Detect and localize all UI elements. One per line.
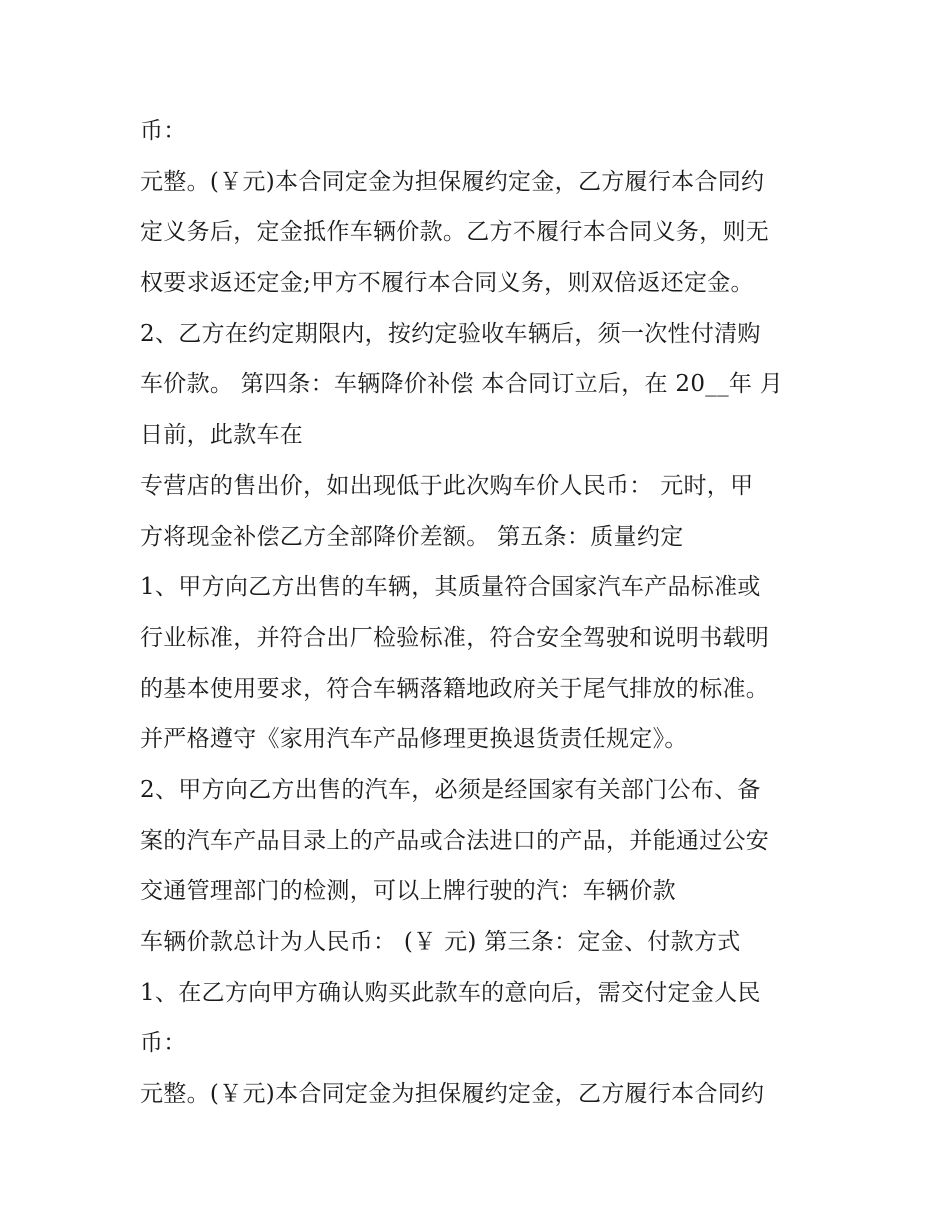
text-line: 元整。(￥元)本合同定金为担保履约定金，乙方履行本合同约 <box>140 168 765 195</box>
text-line: 车价款。 第四条：车辆降价补偿 本合同订立后，在 20__年 月 <box>140 371 784 398</box>
text-line: 的基本使用要求，符合车辆落籍地政府关于尾气排放的标准。 <box>140 675 770 702</box>
text-line: 日前，此款车在 <box>140 422 304 449</box>
text-line: 1、甲方向乙方出售的车辆，其质量符合国家汽车产品标准或 <box>140 574 761 601</box>
text-line: 币： <box>140 118 187 144</box>
document-body <box>140 106 820 1120</box>
text-line: 1、在乙方向甲方确认购买此款车的意向后，需交付定金人民 <box>140 979 761 1006</box>
text-line: 并严格遵守《家用汽车产品修理更换退货责任规定》。 <box>140 726 688 753</box>
text-line: 2、甲方向乙方出售的汽车，必须是经国家有关部门公布、备 <box>140 776 761 803</box>
text-line: 2、乙方在约定期限内，按约定验收车辆后，须一次性付清购 <box>140 320 761 347</box>
text-line: 案的汽车产品目录上的产品或合法进口的产品，并能通过公安 <box>140 827 770 854</box>
text-line: 行业标准，并符合出厂检验标准，符合安全驾驶和说明书载明 <box>140 624 770 651</box>
text-line: 权要求返还定金;甲方不履行本合同义务，则双倍返还定金。 <box>140 270 754 297</box>
text-line: 币： <box>140 1030 187 1057</box>
text-line: 方将现金补偿乙方全部降价差额。 第五条：质量约定 <box>140 523 684 550</box>
text-line: 专营店的售出价，如出现低于此次购车价人民币： 元时，甲 <box>140 472 754 499</box>
text-line: 交通管理部门的检测，可以上牌行驶的汽：车辆价款 <box>140 878 676 905</box>
text-line: 元整。(￥元)本合同定金为担保履约定金，乙方履行本合同约 <box>140 1081 765 1108</box>
text-line: 定义务后，定金抵作车辆价款。乙方不履行本合同义务，则无 <box>140 219 770 246</box>
text-line: 车辆价款总计为人民币： (￥ 元) 第三条：定金、付款方式 <box>140 929 741 955</box>
